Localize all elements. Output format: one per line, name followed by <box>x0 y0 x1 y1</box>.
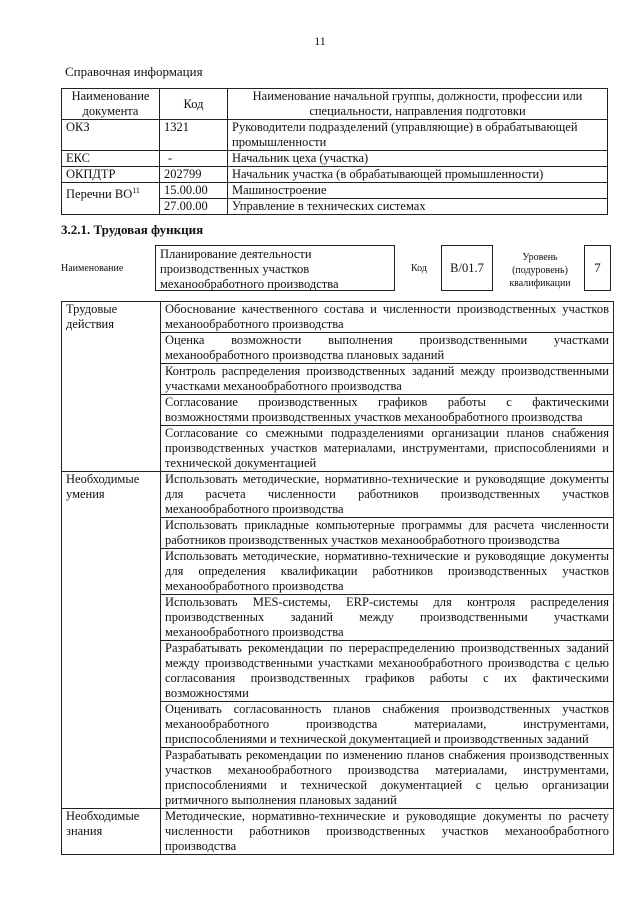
action-item: Оценка возможности выполнения производственными участками механообработного производства плановых заданий <box>161 333 614 364</box>
skill-item: Использовать прикладные компьютерные программы для расчета численности работников производственных участков механообработного производства <box>161 518 614 549</box>
section-label-actions: Трудовые действия <box>62 302 161 472</box>
name-cell: Начальник цеха (участка) <box>228 151 608 167</box>
header-name: Наименование начальной группы, должности, профессии или специальности, направления подготовки <box>228 89 608 120</box>
reference-title: Справочная информация <box>65 64 203 79</box>
reference-table <box>61 88 608 215</box>
doc-cell <box>62 183 160 215</box>
name-cell: Руководители подразделений (управляющие) в обрабатывающей промышленности <box>228 120 608 151</box>
table-row <box>62 302 614 333</box>
skill-item: Разрабатывать рекомендации по изменению планов снабжения производственных участков механообработного производства материалами, инструментами, приспособлениями и технической документацией с целью организации ритмичного выполнения плановых заданий <box>161 748 614 809</box>
name-cell: Машиностроение <box>228 183 608 199</box>
header-document: Наименование документа <box>62 89 160 120</box>
table-row <box>62 809 614 855</box>
doc-cell: ОКЗ <box>62 120 160 151</box>
doc-text: Перечни ВО <box>66 187 133 202</box>
header-code: Код <box>160 89 228 120</box>
action-item: Согласование со смежными подразделениями организации планов снабжения производственных участков материалами, инструментами, приспособлениями и технической документацией <box>161 426 614 472</box>
code-cell: 15.00.00 <box>160 183 228 199</box>
function-details-table <box>61 301 614 855</box>
name-cell: Управление в технических системах <box>228 199 608 215</box>
function-name-label: Наименование <box>61 263 124 274</box>
qualification-level-label: Уровень (подуровень) квалификации <box>509 252 571 289</box>
knowledge-item: Методические, нормативно-технические и руководящие документы по расчету численности работников производственных участков механообработного производства <box>161 809 614 855</box>
skill-item: Разрабатывать рекомендации по перераспределению производственных заданий между производственными участками механообработного производства с целью согласования производственных графиков работы с их фактическими возможностями <box>161 641 614 702</box>
doc-cell: ОКПДТР <box>62 167 160 183</box>
code-cell: 27.00.00 <box>160 199 228 215</box>
footnote-marker: 11 <box>132 186 140 195</box>
skill-item: Оценивать согласованность планов снабжения производственных участков механообработного производства материалами, инструментами, приспособлениями и технической документацией и производственных заданий <box>161 702 614 748</box>
table-row <box>62 120 608 151</box>
table-row <box>62 167 608 183</box>
code-cell: 202799 <box>160 167 228 183</box>
table-row <box>62 183 608 199</box>
section-label-skills: Необходимые умения <box>62 472 161 809</box>
doc-cell: ЕКС <box>62 151 160 167</box>
function-header <box>61 245 611 293</box>
action-item: Обоснование качественного состава и численности производственных участков механообработного производства <box>161 302 614 333</box>
skill-item: Использовать методические, нормативно-технические и руководящие документы для определения квалификации работников производственных участков механообработного производства <box>161 549 614 595</box>
section-label-knowledge: Необходимые знания <box>62 809 161 855</box>
function-code-label: Код <box>411 263 427 274</box>
reference-header-row <box>62 89 608 120</box>
qualification-level-box: 7 <box>584 245 611 291</box>
function-name-box: Планирование деятельности производственных участков механообработного производства <box>155 245 395 291</box>
table-row <box>62 151 608 167</box>
action-item: Контроль распределения производственных заданий между производственными участками механообработного производства <box>161 364 614 395</box>
page-number: 11 <box>314 34 326 48</box>
table-row <box>62 472 614 518</box>
skill-item: Использовать методические, нормативно-технические и руководящие документы для расчета численности работников производственных участков механообработного производства <box>161 472 614 518</box>
code-cell: - <box>160 151 228 167</box>
name-cell: Начальник участка (в обрабатывающей промышленности) <box>228 167 608 183</box>
code-cell: 1321 <box>160 120 228 151</box>
action-item: Согласование производственных графиков работы с фактическими возможностями производственных участков механообработного производства <box>161 395 614 426</box>
function-code-box: В/01.7 <box>441 245 493 291</box>
skill-item: Использовать MES-системы, ERP-системы для контроля распределения производственных заданий между производственными участками механообработного производства <box>161 595 614 641</box>
function-title: 3.2.1. Трудовая функция <box>61 222 204 237</box>
